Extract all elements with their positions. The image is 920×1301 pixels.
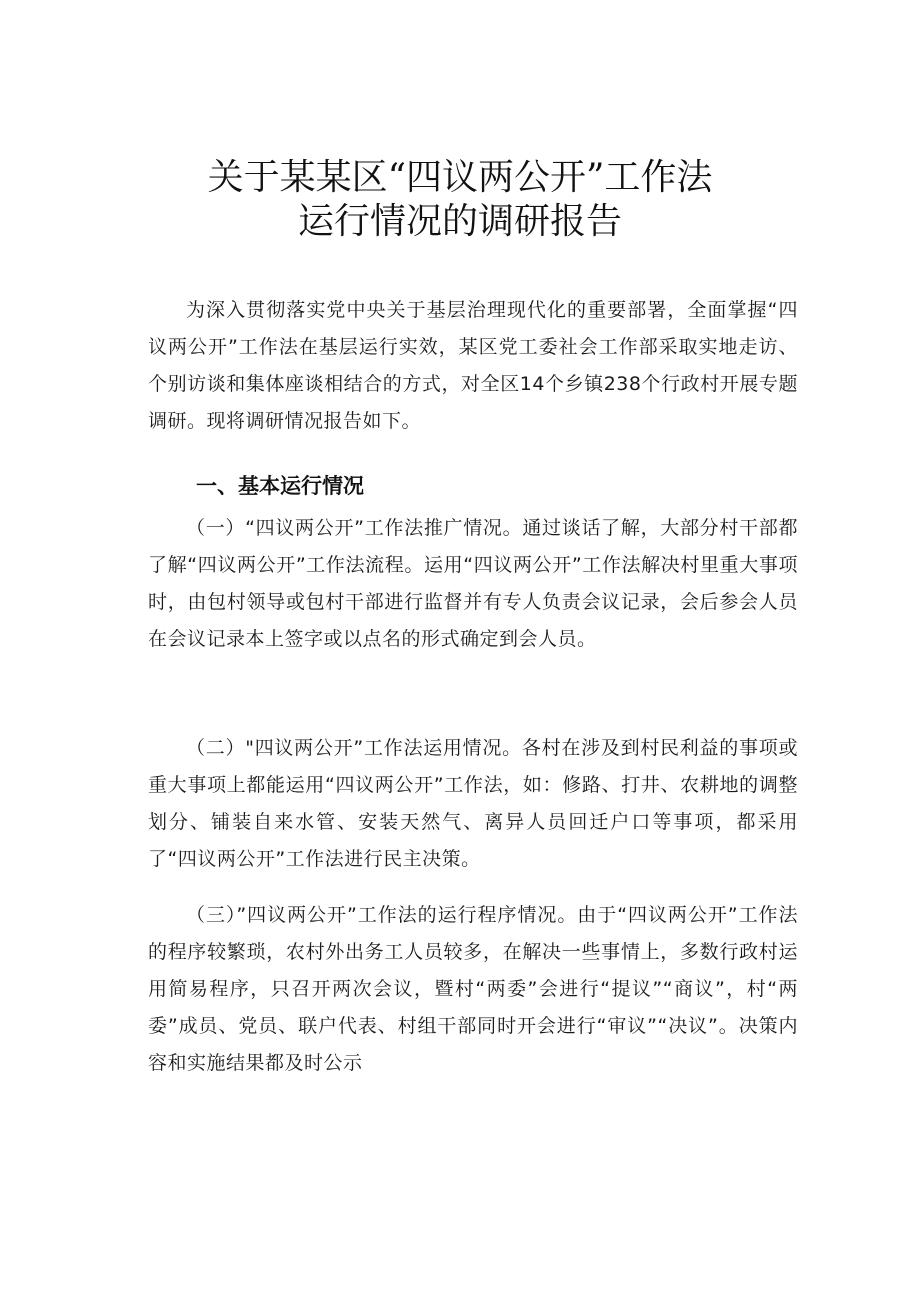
paragraph-procedure: （三）”四议两公开”工作法的运行程序情况。由于“四议两公开”工作法的程序较繁琐，农村外出务工人员较多，在解决一些事情上，多数行政村运用简易程序，只召开两次会议，暨村“两委”会进行“提议”“商议”，村“两委”成员、党员、联户代表、村组干部同时开会进行“审议”“决议”。决策内容和实施结果都及时公示 <box>148 904 798 1074</box>
document-title-line-2: 运行情况的调研报告 <box>297 201 622 242</box>
section-heading-basic-operation: 一、基本运行情况 <box>196 474 364 498</box>
document-title-line-1: 关于某某区“四议两公开”工作法 <box>207 157 713 198</box>
paragraph-application: （二）"四议两公开”工作法运用情况。各村在涉及到村民利益的事项或重大事项上都能运用“四议两公开”工作法，如：修路、打井、农耕地的调整划分、铺装自来水管、安装天然气、离异人员回迁户口等事项，都采用了“四议两公开”工作法进行民主决策。 <box>148 737 798 870</box>
intro-paragraph: 为深入贯彻落实党中央关于基层治理现代化的重要部署，全面掌握“四议两公开”工作法在基层运行实效，某区党工委社会工作部采取实地走访、个别访谈和集体座谈相结合的方式，对全区14个乡镇238个行政村开展专题调研。现将调研情况报告如下。 <box>148 299 798 432</box>
paragraph-promotion: （一）“四议两公开”工作法推广情况。通过谈话了解，大部分村干部都了解“四议两公开”工作法流程。运用“四议两公开”工作法解决村里重大事项时，由包村领导或包村干部进行监督并有专人负责会议记录，会后参会人员在会议记录本上签字或以点名的形式确定到会人员。 <box>148 517 798 650</box>
